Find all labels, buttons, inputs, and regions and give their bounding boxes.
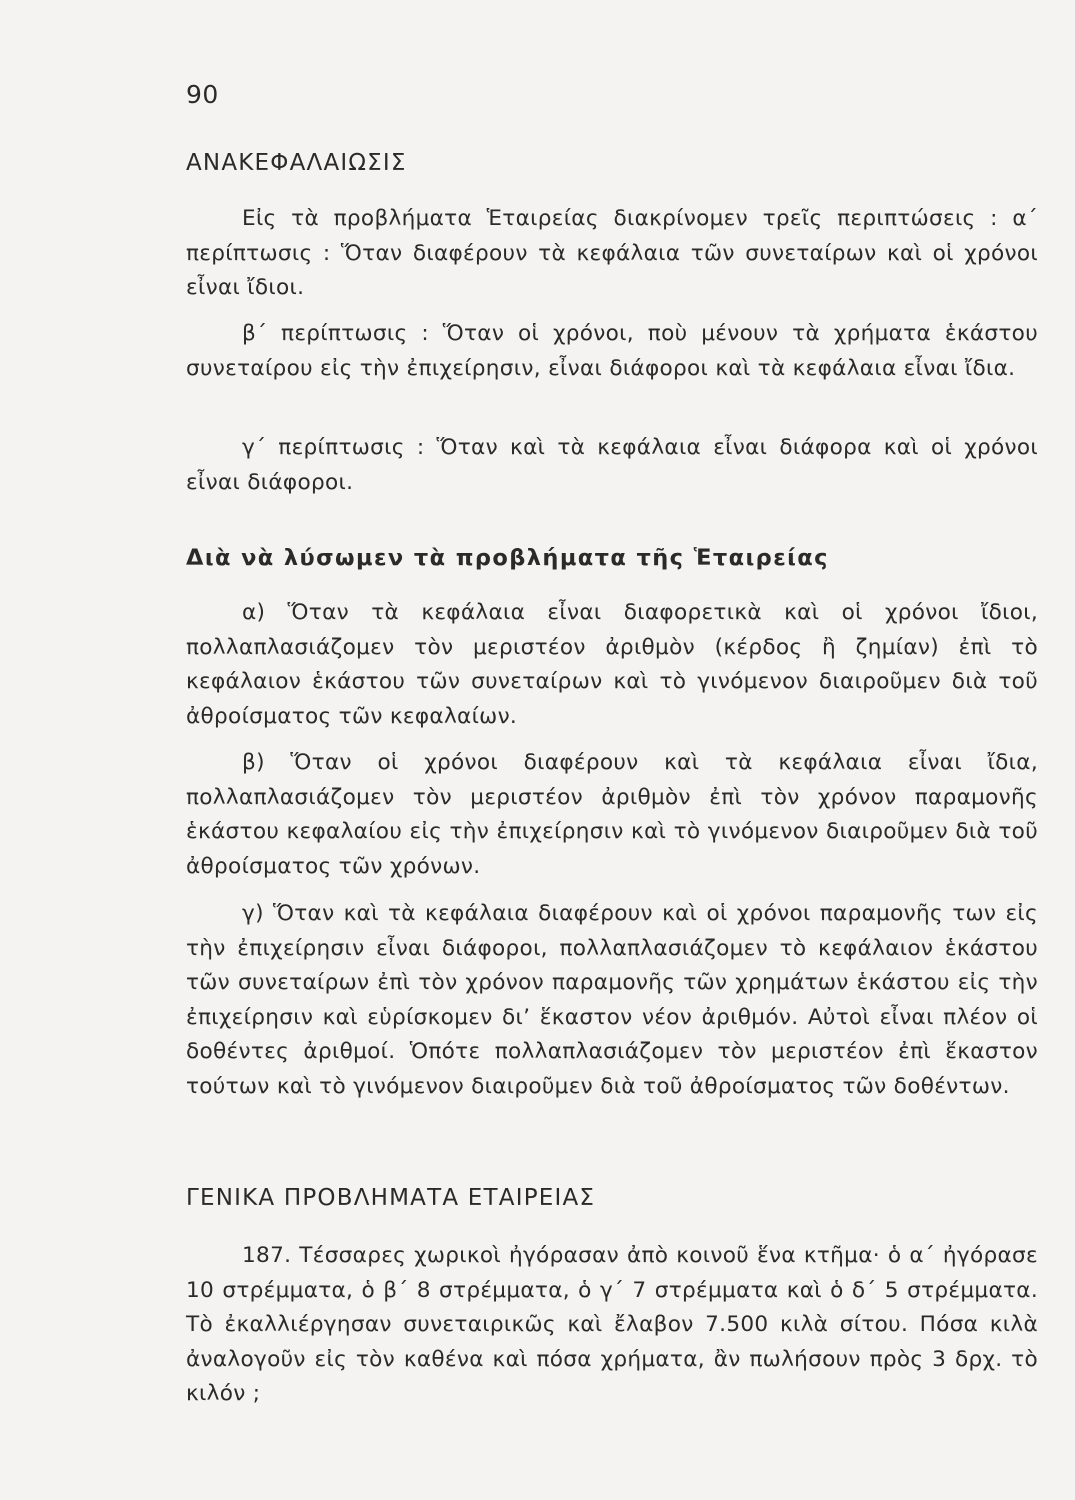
summary-case-a: Εἰς τὰ προβλήματα Ἑταιρείας διακρίνομεν τρεῖς περιπτώσεις : α΄ περίπτωσις : Ὅταν διαφέρουν τὰ κεφάλαια τῶν συνεταίρων καὶ οἱ χρόνοι εἶναι ἴδιοι.	[186, 206, 1038, 300]
summary-case-b: β΄ περίπτωσις : Ὅταν οἱ χρόνοι, ποὺ μένουν τὰ χρήματα ἑκάστου συνεταίρου εἰς τὴν ἐπιχείρησιν, εἶναι διάφοροι καὶ τὰ κεφάλαια εἶναι ἴδια.	[186, 321, 1038, 381]
method-rule-a: α) Ὅταν τὰ κεφάλαια εἶναι διαφορετικὰ καὶ οἱ χρόνοι ἴδιοι, πολλαπλασιάζομεν τὸν μεριστέον ἀριθμὸν (κέρδος ἢ ζημίαν) ἐπὶ τὸ κεφάλαιον ἑκάστου τῶν συνεταίρων καὶ τὸ γινόμενον διαιροῦμεν διὰ τοῦ ἀθροίσματος τῶν κεφαλαίων.	[186, 600, 1038, 729]
summary-heading: ΑΝΑΚΕΦΑΛΑΙΩΣΙΣ	[186, 150, 407, 176]
method-rule-c: γ) Ὅταν καὶ τὰ κεφάλαια διαφέρουν καὶ οἱ χρόνοι παραμονῆς των εἰς τὴν ἐπιχείρησιν εἶναι διάφοροι, πολλαπλασιάζομεν τὸ κεφάλαιον ἑκάστου τῶν συνεταίρων ἐπὶ τὸν χρόνον παραμονῆς τῶν χρημάτων ἑκάστου εἰς τὴν ἐπιχείρησιν καὶ εὑρίσκομεν δι’ ἕκαστον νέον ἀριθμόν. Αὐτοὶ εἶναι πλέον οἱ δοθέντες ἀριθμοί. Ὁπότε πολλαπλασιάζομεν τὸν μεριστέον ἐπὶ ἕκαστον τούτων καὶ τὸ γινόμενον διαιροῦμεν διὰ τοῦ ἀθροίσματος τῶν δοθέντων.	[186, 901, 1038, 1099]
summary-case-c: γ΄ περίπτωσις : Ὅταν καὶ τὰ κεφάλαια εἶναι διάφορα καὶ οἱ χρόνοι εἶναι διάφοροι.	[186, 435, 1038, 495]
general-problems-heading: ΓΕΝΙΚΑ ΠΡΟΒΛΗΜΑΤΑ ΕΤΑΙΡΕΙΑΣ	[186, 1185, 596, 1211]
page-number: 90	[186, 80, 219, 109]
method-rule-b: β) Ὅταν οἱ χρόνοι διαφέρουν καὶ τὰ κεφάλαια εἶναι ἴδια, πολλαπλασιάζομεν τὸν μεριστέον ἀριθμὸν ἐπὶ τὸν χρόνον παραμονῆς ἑκάστου κεφαλαίου εἰς τὴν ἐπιχείρησιν καὶ τὸ γινόμενον διαιροῦμεν διὰ τοῦ ἀθροίσματος τῶν χρόνων.	[186, 750, 1038, 879]
problem-187: 187. Τέσσαρες χωρικοὶ ἠγόρασαν ἀπὸ κοινοῦ ἕνα κτῆμα· ὁ α΄ ἠγόρασε 10 στρέμματα, ὁ β΄ 8 στρέμματα, ὁ γ΄ 7 στρέμματα καὶ ὁ δ΄ 5 στρέμματα. Τὸ ἐκαλλιέργησαν συνεταιρικῶς καὶ ἔλαβον 7.500 κιλὰ σίτου. Πόσα κιλὰ ἀναλογοῦν εἰς τὸν καθένα καὶ πόσα χρήματα, ἂν πωλήσουν πρὸς 3 δρχ. τὸ κιλόν ;	[186, 1243, 1038, 1406]
method-heading: Διὰ νὰ λύσωμεν τὰ προβλήματα τῆς Ἑταιρείας	[186, 545, 829, 571]
